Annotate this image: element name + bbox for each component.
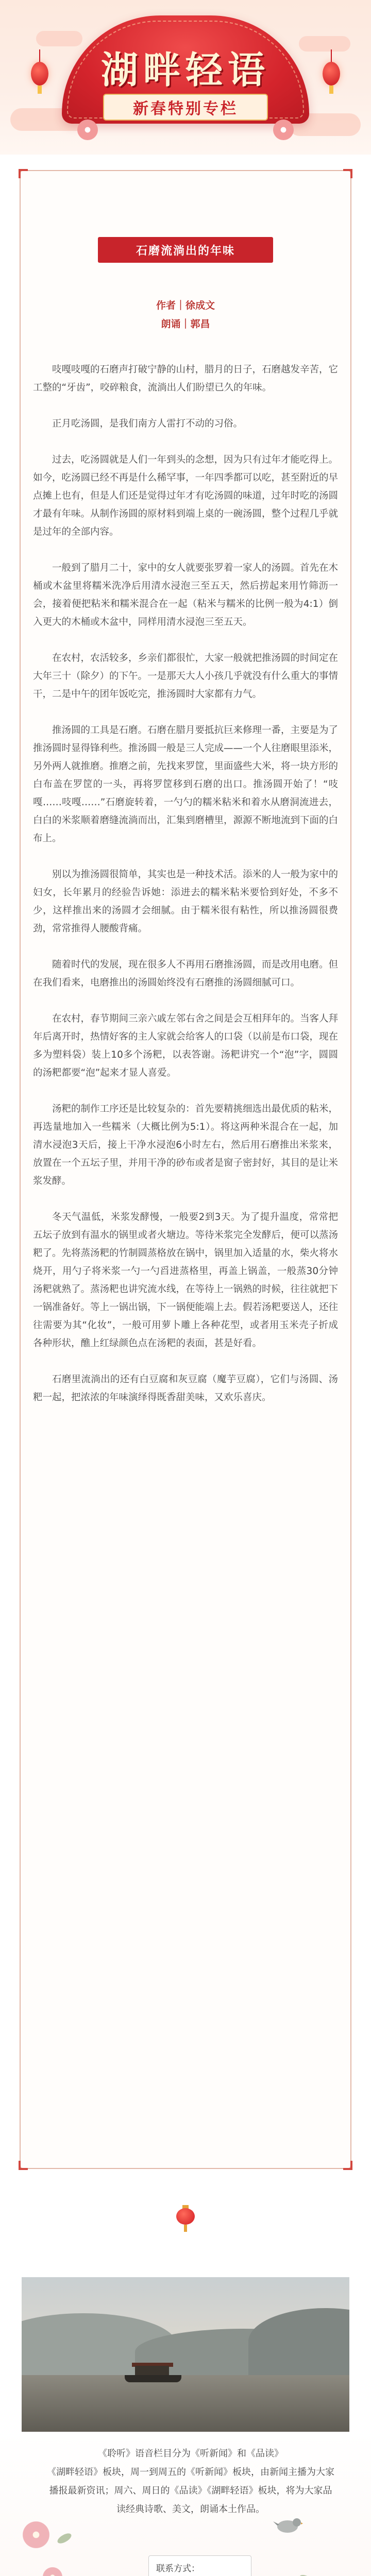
column-subtitle: 新春特别专栏 [133, 100, 238, 118]
article-paragraph: 在农村，农活较多，乡亲们都很忙，大家一般就把推汤圆的时间定在大年三十（除夕）的下午。一是那天大人小孩几乎就没有什么重大的事情干，二是中午的团年饭吃完，推汤圆时大家都有力气。 [33, 653, 339, 700]
contact-phone: 联系方式： [156, 2564, 200, 2574]
flower-icon [77, 120, 98, 140]
article-title: 石磨流淌出的年味 [98, 237, 273, 263]
article-paragraph: 汤粑的制作工序还是比较复杂的：首先要精挑细选出最优质的粘米，再选量地加入一些糯米（大概比例为5:1）。将这两种米混合在一起，加清水浸泡3天后，接上干净水浸泡6小时左右，然后用石磨推出米浆来，放置在一个五坛子里，并用干净的砂布或者是窗子密封好，其目的是让米浆发酵。 [33, 1104, 339, 1187]
column-title: 湖畔轻语 [100, 48, 270, 92]
frame-corner [343, 2161, 352, 2170]
article-paragraph: 随着时代的发展，现在很多人不再用石磨推汤圆，而是改用电磨。但在我们看来，电磨推出的汤圆始终没有石磨推的汤圆细腻可口。 [33, 959, 339, 988]
flower-icon [21, 2519, 52, 2550]
article-paragraph: 冬天气温低，米浆发酵慢，一般要2到3天。为了提升温度，常常把五坛子放到有温水的锅里或者火塘边。等待米浆完全发酵后，便可以蒸汤粑了。先将蒸汤粑的竹制圆蒸格放在锅中，锅里加入适量的水，柴火将水烧开，用勺子将米浆一勺一勺舀进蒸格里，再盖上锅盖，一般蒸30分钟汤粑就熟了。蒸汤粑也讲究流水线，在等待上一锅熟的时候，往往就把下一锅准备好。等上一锅出锅，下一锅便能端上去。假若汤粑要送人，还往往需要为其“化妆”，一般可用萝卜雕上各种花型，或者用玉米壳子折成各种形状，醮上红绿颜色点在汤粑的表面，甚是好看。 [33, 1212, 339, 1349]
flower-icon [41, 2566, 64, 2576]
column-intro [46, 2445, 335, 2519]
article-paragraph: 过去，吃汤圆就是人们一年到头的念想，因为只有过年才能吃得上。如今，吃汤圆已经不再是什么稀罕事，一年四季都可以吃，甚至附近的早点摊上也有，但是人们还是觉得过年才有吃汤圆的味道，过年时吃的汤圆才最有年味。从制作汤圆的原材料到端上桌的一碗汤圆，整个过程几乎就是过年的全部内容。 [33, 454, 339, 537]
author-line: 作者｜徐成文 [156, 300, 215, 311]
article-body [33, 361, 338, 1425]
article-paragraph: 推汤圆的工具是石磨。石磨在腊月要抵抗巨来修理一番，主要是为了推汤圆时显得锋利些。推汤圆一般是三人完成——一个人往磨眼里添米，另外两人就推磨。推磨之前，先找来罗筐，里面盛些大米，将一块方形的白布盖在罗筐的一头，再将罗筐移到石磨的出口。推汤圆开始了！“吱嘎……吱嘎……”石磨旋转着，一勺勺的糯米粘米和着水从磨洞流进去，白白的米浆顺着磨缝流淌而出，汇集到磨槽里，源源不断地流到下面的白布上。 [33, 725, 339, 844]
article-paragraph: 别以为推汤圆很简单，其实也是一种技术活。添米的人一般为家中的妇女，长年累月的经验告诉她：添进去的糯米粘米要恰到好处，不多不少，这样推出来的汤圆才会细腻。由于糯米很有粘性，所以推汤圆很费劲，常常推得人腰酸背痛。 [33, 869, 339, 934]
article-paragraph: 石磨里流淌出的还有白豆腐和灰豆腐（魔芋豆腐），它们与汤圆、汤粑一起，把浓浓的年味演绎得既香甜美味，又欢乐喜庆。 [33, 1374, 338, 1403]
header-banner [0, 0, 371, 155]
column-intro-line: 《聆听》语音栏目分为《听新闻》和《品读》 [98, 2448, 283, 2459]
article-paragraph: 正月吃汤圆，是我们南方人雷打不动的习俗。 [52, 418, 243, 429]
reader-line: 朗诵｜郭昌 [161, 318, 210, 330]
lantern-icon [176, 2205, 195, 2228]
flower-icon [273, 120, 294, 140]
article-paragraph: 在农村，春节期间三亲六戚左邻右舍之间是会互相拜年的。当客人拜年后离开时，热情好客的主人家就会给客人的口袋（以前是布口袋，现在多为塑料袋）装上10多个汤粑，以表答谢。汤粑讲究一个“泡”字，圆圆的汤粑都要“泡”起来才显人喜爱。 [33, 1013, 339, 1078]
column-subtitle-ribbon [103, 94, 268, 121]
frame-corner [343, 169, 352, 178]
leaf-decoration [298, 2573, 315, 2576]
boat-icon [125, 2362, 181, 2382]
frame-corner [19, 2161, 28, 2170]
contact-box [148, 2555, 251, 2576]
bird-icon [273, 2514, 303, 2535]
article-paragraph: 吱嘎吱嘎的石磨声打破宁静的山村，腊月的日子，石磨越发辛苦，它工整的“牙齿”，咬碎粮食，流淌出人们盼望已久的年味。 [33, 364, 339, 393]
lake-photo [22, 2277, 349, 2432]
leaf-decoration [56, 2531, 73, 2545]
frame-corner [19, 169, 28, 178]
column-intro-line: 《湖畔轻语》板块，周一到周五的《听新闻》板块，由新闻主播为大家播报最新资讯；周六、周日的《品读》《湖畔轻语》板块，将为大家品读经典诗歌、美文，朗诵本土作品。 [47, 2467, 334, 2515]
article-paragraph: 一般到了腊月二十，家中的女人就要张罗着一家人的汤圆。首先在木桶或木盆里将糯米洗净后用清水浸泡三至五天，然后捞起来用竹筛沥一会，接着便把粘米和糯米混合在一起（粘米与糯米的比例一般为4:1）倒入更大的木桶或木盆中，同样用清水浸泡三至五天。 [33, 563, 339, 628]
